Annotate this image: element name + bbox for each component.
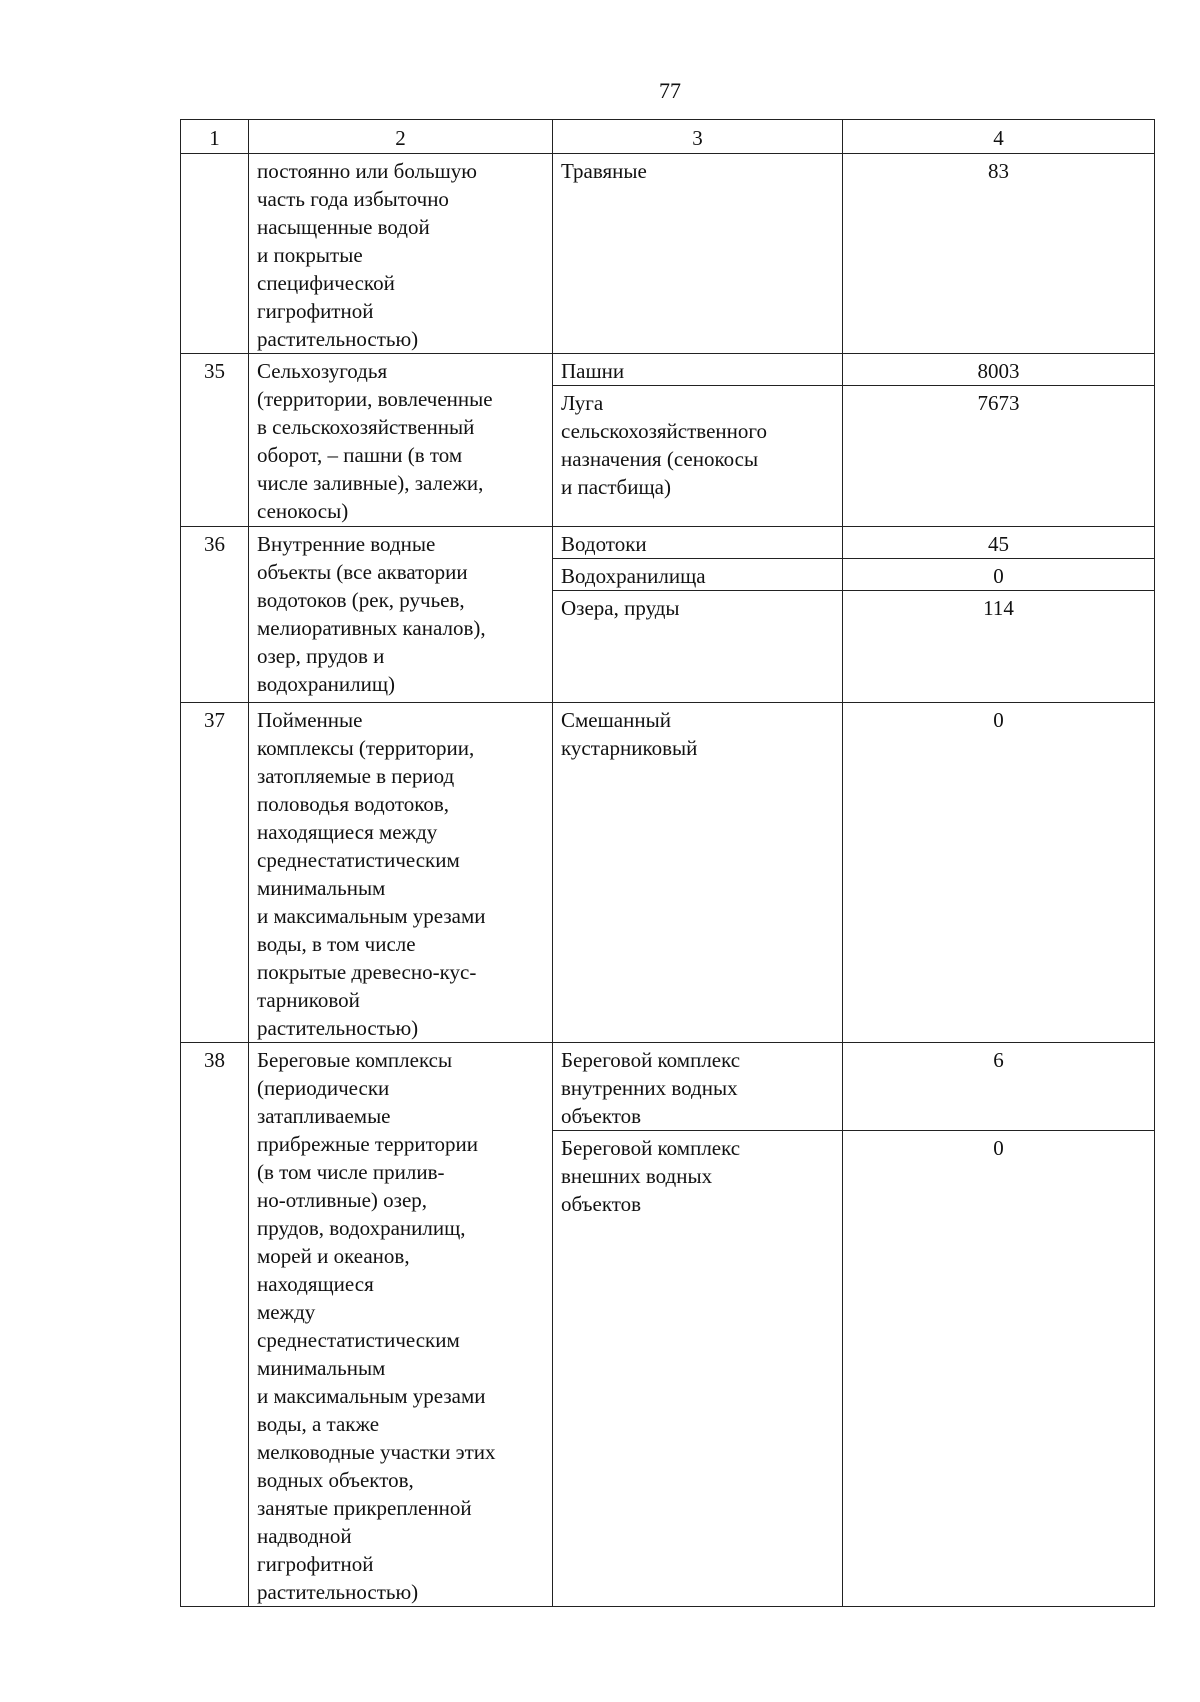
row-value: 8003 (843, 354, 1155, 386)
row-value: 0 (843, 1131, 1155, 1607)
row-value: 83 (843, 154, 1155, 354)
row-type: Луга сельскохозяйственного назначения (сенокосы и пастбища) (553, 386, 843, 527)
column-header-1: 1 (181, 120, 249, 154)
row-type: Озера, пруды (553, 591, 843, 703)
row-value: 0 (843, 703, 1155, 1043)
row-description: Пойменные комплексы (территории, затопляемые в период половодья водотоков, находящиеся между среднестатистическим минимальным и максимальным урезами воды, в том числе покрытые древесно-кус- тарниковой растительностью) (249, 703, 553, 1043)
row-description: постоянно или большую часть года избыточно насыщенные водой и покрытые специфической гигрофитной растительностью) (249, 154, 553, 354)
column-header-3: 3 (553, 120, 843, 154)
row-type: Водотоки (553, 527, 843, 559)
table-row (181, 1043, 1155, 1131)
data-table (180, 119, 1155, 1607)
row-type: Травяные (553, 154, 843, 354)
page-number: 77 (659, 78, 681, 103)
table-row (181, 154, 1155, 354)
row-number: 38 (181, 1043, 249, 1607)
row-description: Береговые комплексы (периодически затапливаемые прибрежные территории (в том числе прилив- но-отливные) озер, прудов, водохранилищ, морей и океанов, находящиеся между среднестатистическим минимальным и максимальным урезами воды, а также мелководные участки этих водных объектов, занятые прикрепленной надводной гигрофитной растительностью) (249, 1043, 553, 1607)
table-header-row (181, 120, 1155, 154)
table-row (181, 703, 1155, 1043)
row-number: 37 (181, 703, 249, 1043)
table-row (181, 527, 1155, 559)
row-value: 6 (843, 1043, 1155, 1131)
row-value: 114 (843, 591, 1155, 703)
row-number: 36 (181, 527, 249, 703)
row-type: Пашни (553, 354, 843, 386)
table-row (181, 354, 1155, 386)
row-type: Смешанный кустарниковый (553, 703, 843, 1043)
row-type: Береговой комплекс внутренних водных объектов (553, 1043, 843, 1131)
row-number: 35 (181, 354, 249, 527)
row-description: Внутренние водные объекты (все акватории водотоков (рек, ручьев, мелиоративных каналов), озер, прудов и водохранилищ) (249, 527, 553, 703)
row-type: Водохранилища (553, 559, 843, 591)
row-number-cell (181, 154, 249, 354)
row-value: 0 (843, 559, 1155, 591)
column-header-2: 2 (249, 120, 553, 154)
row-value: 7673 (843, 386, 1155, 527)
row-description: Сельхозугодья (территории, вовлеченные в сельскохозяйственный оборот, – пашни (в том числе заливные), залежи, сенокосы) (249, 354, 553, 527)
row-type: Береговой комплекс внешних водных объектов (553, 1131, 843, 1607)
column-header-4: 4 (843, 120, 1155, 154)
row-value: 45 (843, 527, 1155, 559)
